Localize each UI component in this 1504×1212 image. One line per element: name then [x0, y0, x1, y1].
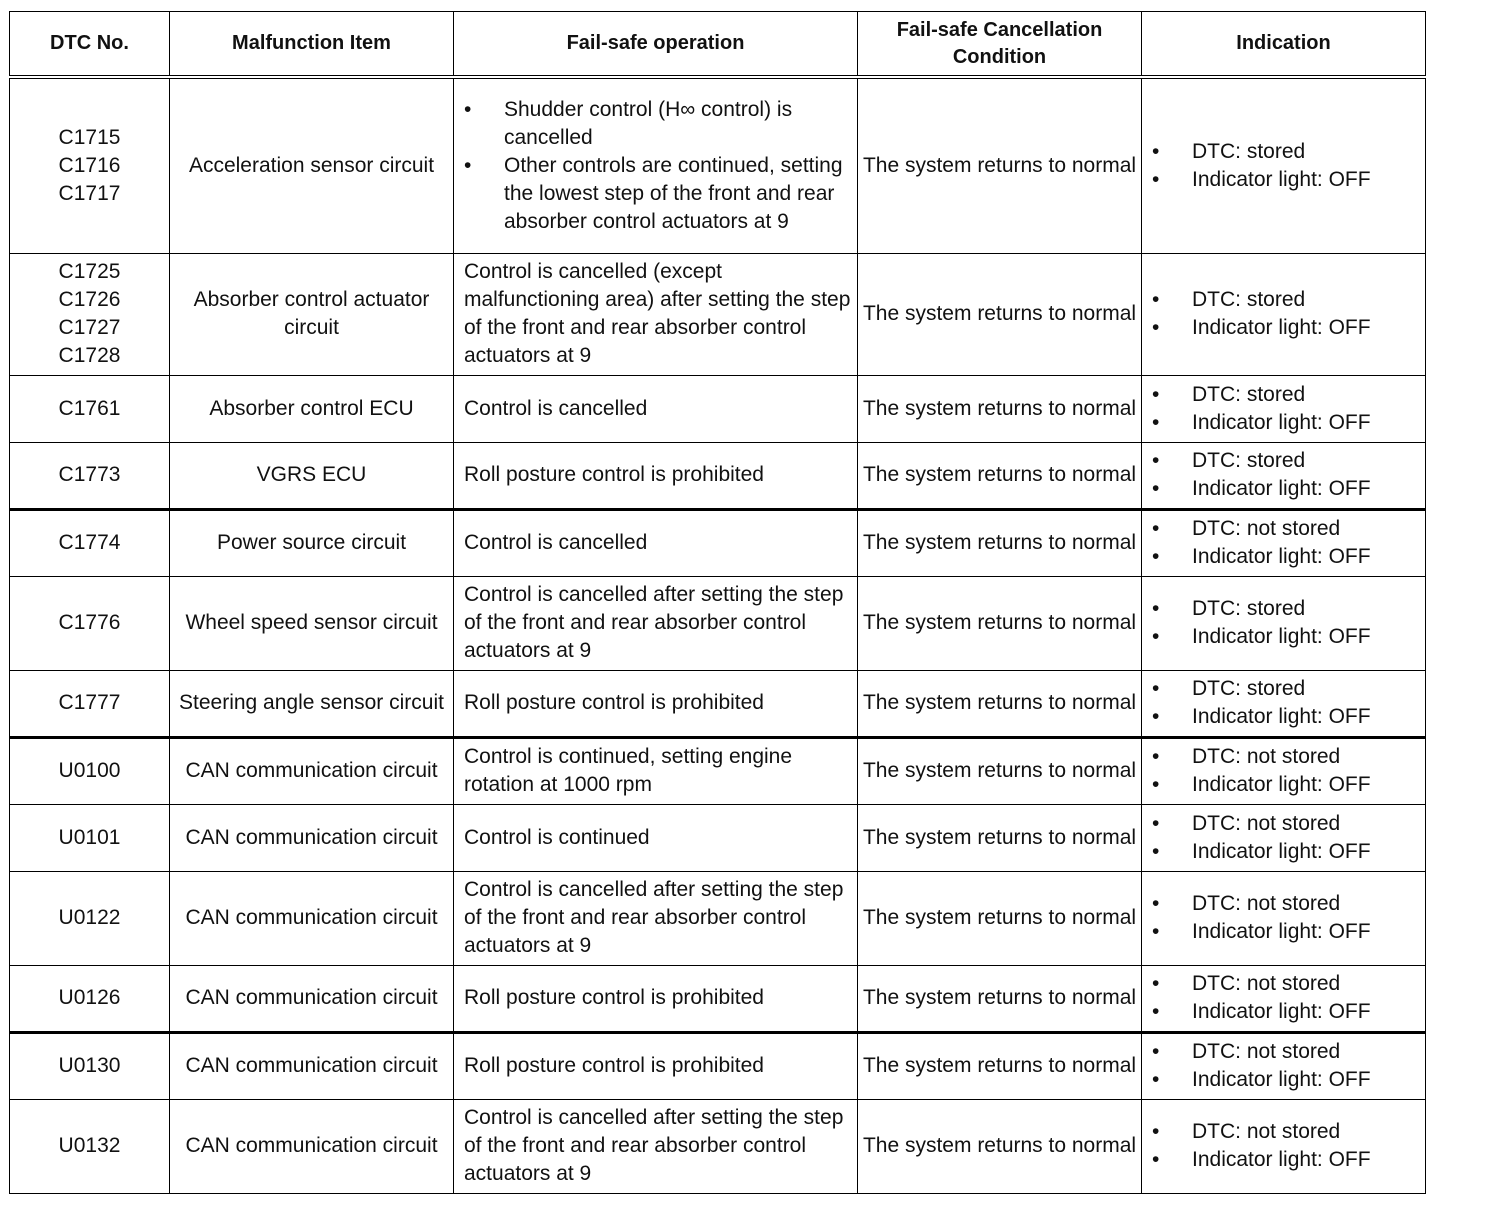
malfunction-item-cell: CAN communication circuit [170, 1032, 454, 1099]
bullet-icon: • [1152, 545, 1160, 568]
indication-cell [1142, 375, 1426, 442]
table-body [10, 77, 1426, 1193]
indication-bullet-item [1142, 810, 1425, 838]
bullet-icon: • [1152, 811, 1160, 835]
dtc-fail-safe-table [9, 11, 1426, 1194]
indication-bullet-list [1142, 515, 1425, 571]
dtc-code: U0101 [58, 825, 121, 849]
table-header [10, 12, 1426, 78]
bullet-icon: • [1152, 839, 1160, 863]
header-cancellation-condition: Fail-safe Cancellation Condition [858, 12, 1142, 78]
cancellation-condition-cell: The system returns to normal [858, 804, 1142, 871]
indication-bullet-item [1142, 543, 1425, 571]
indication-bullet-list [1142, 286, 1425, 342]
indication-cell [1142, 253, 1426, 375]
indication-cell [1142, 965, 1426, 1032]
cancellation-condition-cell: The system returns to normal [858, 576, 1142, 670]
malfunction-item-cell: Acceleration sensor circuit [170, 77, 454, 253]
cancellation-condition-cell: The system returns to normal [858, 737, 1142, 804]
bullet-icon: • [1152, 773, 1160, 796]
table-row [10, 77, 1426, 253]
malfunction-item-cell: VGRS ECU [170, 442, 454, 509]
dtc-code: U0100 [58, 759, 121, 782]
indication-bullet-list [1142, 890, 1425, 946]
dtc-code: U0130 [58, 1054, 121, 1077]
indication-cell [1142, 670, 1426, 737]
indication-bullet-item [1142, 314, 1425, 342]
indication-text: Indicator light: OFF [1192, 705, 1371, 728]
table-row [10, 509, 1426, 576]
dtc-code-cell [10, 375, 170, 442]
indication-cell [1142, 804, 1426, 871]
indication-text: Indicator light: OFF [1192, 839, 1371, 863]
indication-bullet-item [1142, 675, 1425, 703]
header-indication: Indication [1142, 12, 1426, 78]
indication-text: Indicator light: OFF [1192, 410, 1371, 434]
malfunction-item-cell: CAN communication circuit [170, 1099, 454, 1193]
indication-text: DTC: not stored [1192, 972, 1341, 995]
malfunction-item-cell: CAN communication circuit [170, 737, 454, 804]
fail-safe-operation-cell: Control is continued [454, 804, 858, 871]
indication-text: DTC: stored [1192, 139, 1306, 163]
indication-text: DTC: not stored [1192, 811, 1341, 835]
table-row [10, 871, 1426, 965]
bullet-icon: • [1152, 1120, 1160, 1143]
malfunction-item-cell: CAN communication circuit [170, 965, 454, 1032]
malfunction-item-cell: Power source circuit [170, 509, 454, 576]
fail-safe-operation-cell: Control is cancelled [454, 375, 858, 442]
indication-text: Indicator light: OFF [1192, 316, 1371, 339]
table-row [10, 375, 1426, 442]
indication-text: Indicator light: OFF [1192, 1000, 1371, 1023]
indication-bullet-list [1142, 138, 1425, 194]
indication-text: DTC: stored [1192, 449, 1306, 472]
indication-text: Indicator light: OFF [1192, 625, 1371, 648]
dtc-code: C1725 [58, 260, 121, 283]
dtc-code-cell [10, 1099, 170, 1193]
indication-text: DTC: stored [1192, 382, 1306, 406]
indication-cell [1142, 737, 1426, 804]
table-row [10, 253, 1426, 375]
indication-text: Indicator light: OFF [1192, 545, 1371, 568]
indication-bullet-item [1142, 890, 1425, 918]
indication-text: Indicator light: OFF [1192, 167, 1371, 191]
fail-safe-operation-cell [454, 77, 858, 253]
dtc-code-cell [10, 253, 170, 375]
operation-bullet-item [454, 96, 851, 152]
cancellation-condition-cell: The system returns to normal [858, 442, 1142, 509]
dtc-code: C1777 [58, 691, 121, 714]
cancellation-condition-cell: The system returns to normal [858, 1032, 1142, 1099]
fail-safe-operation-cell: Control is cancelled (except malfunctioning area) after setting the step of the front and rear absorber control actuators at 9 [454, 253, 858, 375]
indication-bullet-item [1142, 838, 1425, 866]
bullet-icon: • [1152, 677, 1160, 700]
indication-text: Indicator light: OFF [1192, 920, 1371, 943]
header-dtc-no: DTC No. [10, 12, 170, 78]
bullet-icon: • [1152, 705, 1160, 728]
dtc-table-wrapper [9, 11, 1426, 1194]
indication-text: DTC: stored [1192, 597, 1306, 620]
bullet-icon: • [1152, 167, 1160, 191]
table-row [10, 804, 1426, 871]
dtc-code-cell [10, 576, 170, 670]
indication-bullet-list [1142, 1038, 1425, 1094]
fail-safe-operation-cell: Control is cancelled after setting the step of the front and rear absorber control actuators at 9 [454, 871, 858, 965]
dtc-code-cell [10, 77, 170, 253]
dtc-code-cell [10, 509, 170, 576]
cancellation-condition-cell: The system returns to normal [858, 670, 1142, 737]
bullet-icon: • [1152, 477, 1160, 500]
operation-bullet-list [454, 96, 851, 236]
indication-cell [1142, 871, 1426, 965]
malfunction-item-cell: Steering angle sensor circuit [170, 670, 454, 737]
indication-bullet-list [1142, 1118, 1425, 1174]
indication-bullet-item [1142, 970, 1425, 998]
indication-bullet-list [1142, 447, 1425, 503]
dtc-code: C1773 [58, 463, 121, 486]
bullet-icon: • [1152, 316, 1160, 339]
bullet-icon: • [1152, 597, 1160, 620]
malfunction-item-cell: Absorber control ECU [170, 375, 454, 442]
indication-cell [1142, 1032, 1426, 1099]
indication-bullet-item [1142, 771, 1425, 799]
indication-bullet-list [1142, 595, 1425, 651]
bullet-icon: • [1152, 517, 1160, 540]
malfunction-item-cell: Wheel speed sensor circuit [170, 576, 454, 670]
fail-safe-operation-cell: Roll posture control is prohibited [454, 670, 858, 737]
cancellation-condition-cell: The system returns to normal [858, 509, 1142, 576]
dtc-code: C1717 [58, 181, 121, 205]
table-row [10, 965, 1426, 1032]
indication-bullet-item [1142, 595, 1425, 623]
indication-bullet-item [1142, 138, 1425, 166]
bullet-icon: • [464, 97, 472, 121]
fail-safe-operation-cell: Roll posture control is prohibited [454, 1032, 858, 1099]
dtc-code-cell [10, 804, 170, 871]
indication-bullet-item [1142, 1066, 1425, 1094]
indication-bullet-item [1142, 475, 1425, 503]
bullet-icon: • [1152, 972, 1160, 995]
header-fail-safe-operation: Fail-safe operation [454, 12, 858, 78]
indication-bullet-item [1142, 918, 1425, 946]
header-row [10, 12, 1426, 78]
dtc-code: U0122 [58, 906, 121, 929]
dtc-code-cell [10, 871, 170, 965]
dtc-code-cell [10, 1032, 170, 1099]
fail-safe-operation-cell: Roll posture control is prohibited [454, 965, 858, 1032]
dtc-code: C1715 [58, 125, 121, 149]
dtc-code-cell [10, 965, 170, 1032]
indication-text: DTC: not stored [1192, 517, 1341, 540]
table-row [10, 1032, 1426, 1099]
indication-bullet-list [1142, 675, 1425, 731]
indication-bullet-item [1142, 998, 1425, 1026]
indication-bullet-item [1142, 409, 1425, 437]
indication-text: Indicator light: OFF [1192, 1148, 1371, 1171]
indication-bullet-item [1142, 1146, 1425, 1174]
indication-cell [1142, 1099, 1426, 1193]
indication-text: DTC: not stored [1192, 745, 1341, 768]
indication-bullet-item [1142, 166, 1425, 194]
dtc-code: U0132 [58, 1134, 121, 1157]
indication-text: DTC: not stored [1192, 1120, 1341, 1143]
bullet-icon: • [1152, 920, 1160, 943]
dtc-code: C1774 [58, 531, 121, 554]
indication-cell [1142, 576, 1426, 670]
bullet-icon: • [1152, 892, 1160, 915]
indication-bullet-item [1142, 381, 1425, 409]
bullet-icon: • [1152, 410, 1160, 434]
indication-cell [1142, 442, 1426, 509]
indication-cell [1142, 509, 1426, 576]
indication-bullet-item [1142, 743, 1425, 771]
dtc-code: C1716 [58, 153, 121, 177]
fail-safe-operation-cell: Control is cancelled [454, 509, 858, 576]
indication-bullet-item [1142, 447, 1425, 475]
fail-safe-operation-cell: Roll posture control is prohibited [454, 442, 858, 509]
cancellation-condition-cell: The system returns to normal [858, 871, 1142, 965]
dtc-code: C1761 [58, 396, 121, 420]
bullet-icon: • [1152, 288, 1160, 311]
bullet-icon: • [464, 153, 472, 177]
bullet-icon: • [1152, 1040, 1160, 1063]
indication-text: Indicator light: OFF [1192, 1068, 1371, 1091]
cancellation-condition-cell: The system returns to normal [858, 253, 1142, 375]
cancellation-condition-cell: The system returns to normal [858, 375, 1142, 442]
bullet-icon: • [1152, 1068, 1160, 1091]
bullet-icon: • [1152, 1000, 1160, 1023]
indication-cell [1142, 77, 1426, 253]
dtc-code: C1726 [58, 288, 121, 311]
indication-text: Indicator light: OFF [1192, 773, 1371, 796]
fail-safe-operation-cell: Control is cancelled after setting the step of the front and rear absorber control actuators at 9 [454, 576, 858, 670]
operation-bullet-text: Other controls are continued, setting the lowest step of the front and rear absorber control actuators at 9 [504, 153, 843, 233]
dtc-code: U0126 [58, 986, 121, 1009]
indication-bullet-item [1142, 1038, 1425, 1066]
indication-text: DTC: stored [1192, 677, 1306, 700]
bullet-icon: • [1152, 449, 1160, 472]
indication-text: DTC: not stored [1192, 1040, 1341, 1063]
table-row [10, 670, 1426, 737]
cancellation-condition-cell: The system returns to normal [858, 77, 1142, 253]
indication-bullet-item [1142, 1118, 1425, 1146]
table-row [10, 1099, 1426, 1193]
fail-safe-operation-cell: Control is cancelled after setting the step of the front and rear absorber control actuators at 9 [454, 1099, 858, 1193]
dtc-code: C1727 [58, 316, 121, 339]
fail-safe-operation-cell: Control is continued, setting engine rotation at 1000 rpm [454, 737, 858, 804]
table-row [10, 737, 1426, 804]
bullet-icon: • [1152, 625, 1160, 648]
cancellation-condition-cell: The system returns to normal [858, 1099, 1142, 1193]
indication-text: Indicator light: OFF [1192, 477, 1371, 500]
table-row [10, 442, 1426, 509]
dtc-code: C1776 [58, 611, 121, 634]
malfunction-item-cell: Absorber control actuator circuit [170, 253, 454, 375]
indication-text: DTC: stored [1192, 288, 1306, 311]
indication-text: DTC: not stored [1192, 892, 1341, 915]
indication-bullet-item [1142, 703, 1425, 731]
operation-bullet-text: Shudder control (H∞ control) is cancelled [504, 97, 793, 149]
indication-bullet-item [1142, 286, 1425, 314]
indication-bullet-item [1142, 515, 1425, 543]
bullet-icon: • [1152, 139, 1160, 163]
dtc-code-cell [10, 442, 170, 509]
malfunction-item-cell: CAN communication circuit [170, 871, 454, 965]
bullet-icon: • [1152, 1148, 1160, 1171]
operation-bullet-item [454, 152, 851, 236]
bullet-icon: • [1152, 382, 1160, 406]
dtc-code: C1728 [58, 344, 121, 367]
cancellation-condition-cell: The system returns to normal [858, 965, 1142, 1032]
dtc-code-cell [10, 670, 170, 737]
indication-bullet-list [1142, 810, 1425, 866]
indication-bullet-list [1142, 381, 1425, 437]
dtc-code-cell [10, 737, 170, 804]
indication-bullet-list [1142, 743, 1425, 799]
malfunction-item-cell: CAN communication circuit [170, 804, 454, 871]
table-row [10, 576, 1426, 670]
header-malfunction-item: Malfunction Item [170, 12, 454, 78]
indication-bullet-list [1142, 970, 1425, 1026]
bullet-icon: • [1152, 745, 1160, 768]
indication-bullet-item [1142, 623, 1425, 651]
